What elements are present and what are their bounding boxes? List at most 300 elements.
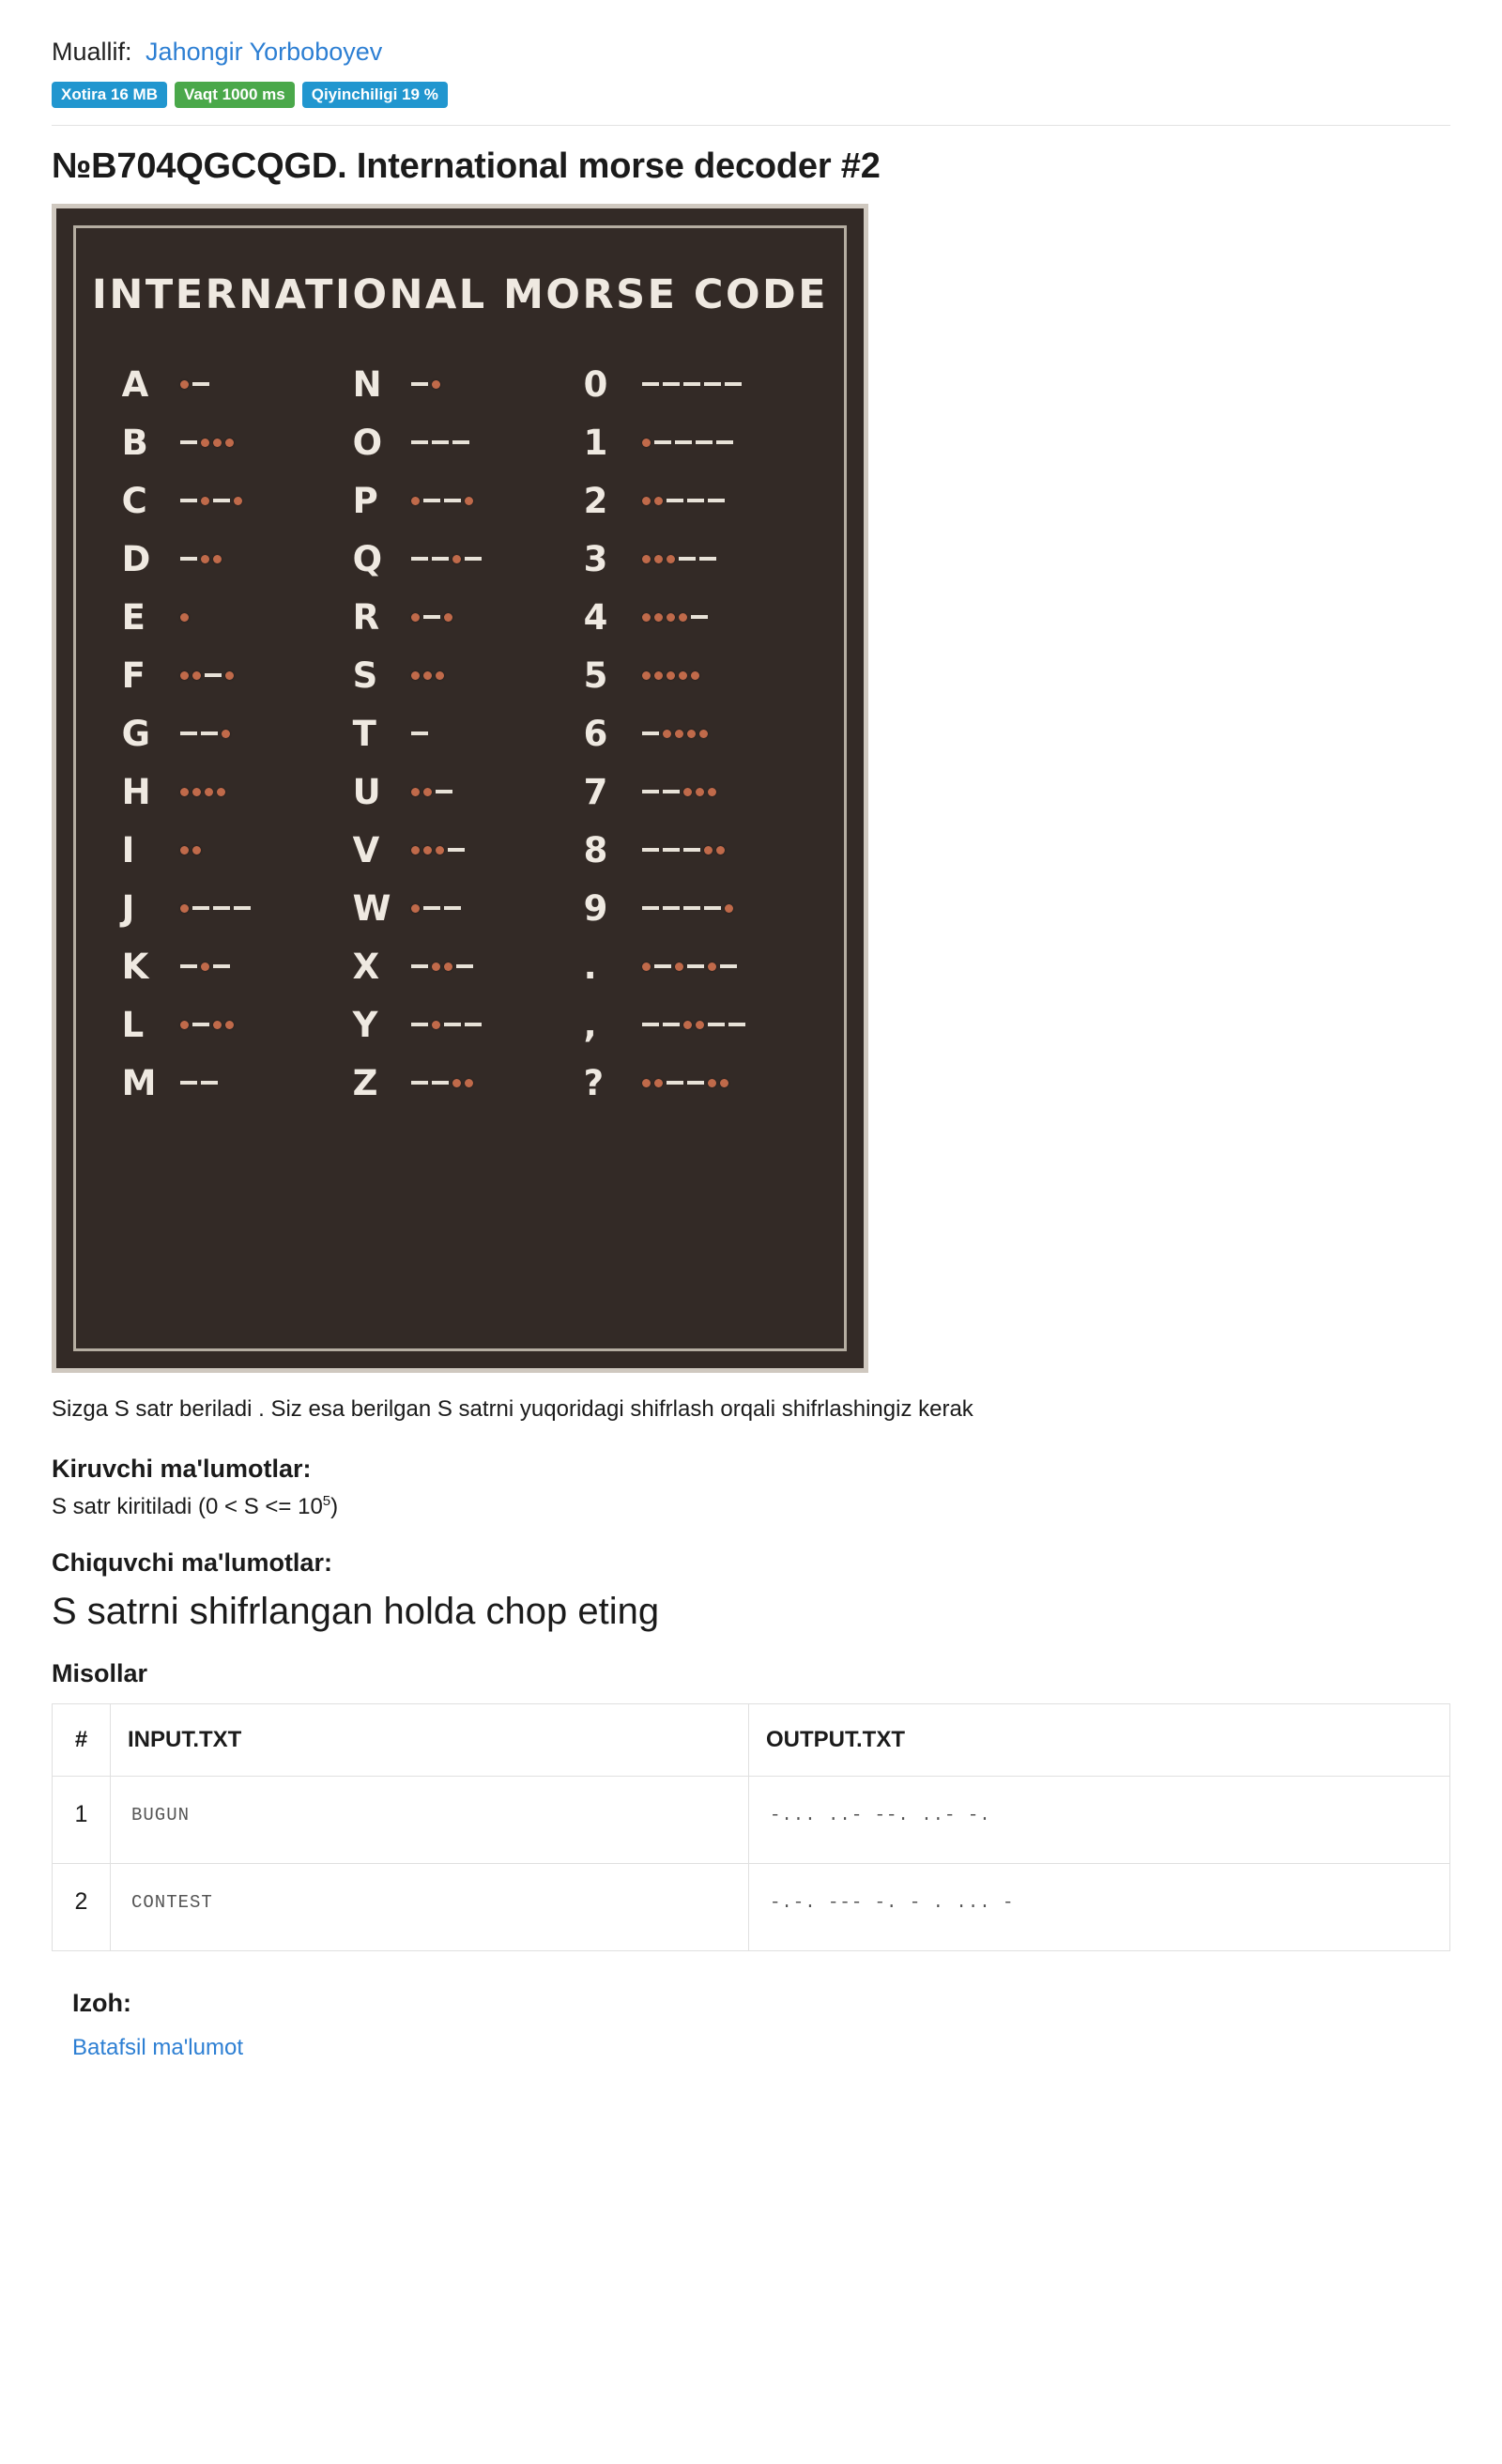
morse-dash	[452, 440, 469, 444]
morse-dash	[663, 848, 680, 852]
morse-row	[584, 879, 799, 937]
morse-symbol-group	[180, 530, 222, 588]
morse-dot	[667, 671, 675, 680]
morse-dot	[192, 671, 201, 680]
morse-row	[122, 821, 337, 879]
morse-dot	[452, 555, 461, 563]
morse-character: 8	[583, 829, 608, 870]
morse-character: 1	[583, 422, 608, 463]
morse-row	[584, 355, 799, 413]
morse-symbol-group	[180, 471, 242, 530]
morse-character: N	[352, 363, 382, 405]
morse-dot	[432, 380, 440, 389]
morse-dash	[180, 499, 197, 502]
morse-symbol-group	[642, 530, 716, 588]
morse-dash	[448, 848, 465, 852]
morse-dash	[432, 1081, 449, 1085]
morse-symbol-group	[411, 530, 482, 588]
morse-symbol-group	[642, 471, 725, 530]
morse-dash	[704, 906, 721, 910]
morse-symbol-group	[411, 879, 461, 937]
morse-row	[122, 704, 337, 762]
divider	[52, 125, 1450, 126]
morse-dot	[465, 497, 473, 505]
morse-dot	[201, 439, 209, 447]
morse-dot	[432, 962, 440, 971]
morse-row	[353, 1054, 568, 1112]
morse-character: L	[121, 1004, 145, 1045]
morse-dash	[663, 1023, 680, 1026]
morse-dot	[708, 1079, 716, 1087]
morse-dot	[708, 962, 716, 971]
input-specification	[52, 1493, 1450, 1520]
morse-row	[584, 646, 799, 704]
morse-symbol-group	[411, 995, 482, 1054]
morse-dot	[699, 730, 708, 738]
morse-dot	[225, 439, 234, 447]
morse-dash	[679, 557, 696, 561]
morse-dash	[696, 440, 713, 444]
morse-dot	[423, 846, 432, 855]
morse-symbol-group	[180, 821, 201, 879]
morse-row	[584, 1054, 799, 1112]
morse-dot	[192, 846, 201, 855]
morse-dash	[708, 499, 725, 502]
examples-table	[52, 1703, 1450, 1951]
morse-dash	[213, 964, 230, 968]
morse-dash	[423, 906, 440, 910]
morse-dot	[663, 730, 671, 738]
chart-column-1	[122, 355, 337, 1316]
morse-symbol-group	[411, 646, 444, 704]
morse-symbol-group	[180, 588, 189, 646]
morse-dot	[180, 788, 189, 796]
morse-dot	[213, 1021, 222, 1029]
morse-symbol-group	[642, 413, 733, 471]
morse-dash	[687, 964, 704, 968]
morse-dot	[642, 497, 651, 505]
morse-dot	[432, 1021, 440, 1029]
morse-symbol-group	[180, 413, 234, 471]
morse-character: 7	[583, 771, 608, 812]
morse-dot	[222, 730, 230, 738]
chart-columns	[114, 355, 806, 1316]
output-specification: S satrni shifrlangan holda chop eting	[52, 1590, 660, 1632]
morse-row	[122, 355, 337, 413]
morse-dash	[456, 964, 473, 968]
cell-input: BUGUN	[111, 1776, 749, 1863]
morse-dash	[683, 848, 700, 852]
morse-dash	[687, 499, 704, 502]
morse-dash	[691, 615, 708, 619]
morse-symbol-group	[642, 355, 742, 413]
morse-dash	[201, 732, 218, 735]
examples-heading: Misollar	[52, 1658, 148, 1687]
morse-dot	[679, 613, 687, 622]
morse-dash	[180, 1081, 197, 1085]
input-spec-before: S satr kiritiladi (0 < S <= 10	[52, 1493, 323, 1519]
morse-row	[122, 588, 337, 646]
morse-dash	[699, 557, 716, 561]
morse-dash	[642, 732, 659, 735]
morse-dot	[683, 1021, 692, 1029]
morse-row	[353, 588, 568, 646]
morse-symbol-group	[180, 879, 251, 937]
morse-row	[353, 646, 568, 704]
morse-dot	[465, 1079, 473, 1087]
morse-character: Y	[352, 1004, 378, 1045]
morse-symbol-group	[411, 821, 465, 879]
morse-dash	[192, 1023, 209, 1026]
chart-column-2	[353, 355, 568, 1316]
badge-memory: Xotira 16 MB	[52, 82, 167, 108]
morse-row	[353, 704, 568, 762]
morse-character: 3	[583, 538, 608, 579]
morse-dash	[213, 906, 230, 910]
morse-dot	[234, 497, 242, 505]
cell-output: -... ..- --. ..- -.	[749, 1776, 1450, 1863]
chart-column-3	[584, 355, 799, 1316]
morse-dash	[667, 499, 683, 502]
morse-code-chart-image	[52, 204, 868, 1373]
morse-dash	[654, 964, 671, 968]
morse-dot	[642, 613, 651, 622]
morse-dash	[411, 732, 428, 735]
morse-row	[584, 704, 799, 762]
morse-row	[122, 646, 337, 704]
morse-dot	[716, 846, 725, 855]
morse-dash	[411, 964, 428, 968]
morse-dash	[716, 440, 733, 444]
morse-dash	[444, 499, 461, 502]
morse-character: 2	[583, 480, 608, 521]
morse-character: .	[583, 946, 597, 987]
morse-row	[122, 937, 337, 995]
morse-dot	[213, 555, 222, 563]
morse-dot	[192, 788, 201, 796]
morse-character: 5	[583, 654, 608, 696]
morse-dash	[642, 790, 659, 793]
table-header-input: INPUT.TXT	[111, 1703, 749, 1776]
morse-dash	[192, 382, 209, 386]
morse-dash	[642, 382, 659, 386]
morse-dash	[192, 906, 209, 910]
morse-dot	[708, 788, 716, 796]
morse-dash	[708, 1023, 725, 1026]
output-section-heading: Chiquvchi ma'lumotlar:	[52, 1548, 332, 1577]
morse-symbol-group	[642, 879, 733, 937]
morse-symbol-group	[411, 588, 452, 646]
morse-symbol-group	[411, 937, 473, 995]
morse-dash	[423, 615, 440, 619]
cell-index: 1	[53, 1776, 111, 1863]
morse-dot	[217, 788, 225, 796]
table-header-output: OUTPUT.TXT	[749, 1703, 1450, 1776]
cell-index: 2	[53, 1863, 111, 1950]
table-header-row	[53, 1703, 1450, 1776]
input-spec-after: )	[330, 1493, 339, 1519]
morse-symbol-group	[642, 1054, 728, 1112]
table-row	[53, 1863, 1450, 1950]
morse-dot	[225, 1021, 234, 1029]
morse-row	[122, 413, 337, 471]
morse-character: X	[352, 946, 380, 987]
page-title: №B704QGCQGD. International morse decoder #2	[52, 146, 881, 186]
morse-dot	[201, 555, 209, 563]
morse-dash	[683, 382, 700, 386]
morse-dash	[642, 1023, 659, 1026]
morse-symbol-group	[180, 704, 230, 762]
morse-row	[122, 471, 337, 530]
morse-symbol-group	[411, 762, 452, 821]
morse-character: W	[352, 887, 391, 929]
badge-time: Vaqt 1000 ms	[175, 82, 295, 108]
morse-dot	[642, 555, 651, 563]
morse-dot	[411, 671, 420, 680]
morse-dot	[654, 613, 663, 622]
morse-dot	[180, 380, 189, 389]
morse-row	[353, 355, 568, 413]
morse-character: I	[121, 829, 135, 870]
morse-dot	[444, 613, 452, 622]
morse-row	[122, 1054, 337, 1112]
author-link[interactable]: Jahongir Yorboboyev	[146, 38, 383, 66]
morse-row	[353, 413, 568, 471]
morse-dot	[452, 1079, 461, 1087]
morse-symbol-group	[642, 762, 716, 821]
morse-dot	[679, 671, 687, 680]
morse-row	[353, 937, 568, 995]
morse-dot	[654, 555, 663, 563]
morse-dot	[411, 497, 420, 505]
morse-dash	[675, 440, 692, 444]
morse-dot	[667, 555, 675, 563]
morse-row	[584, 471, 799, 530]
morse-row	[584, 588, 799, 646]
morse-row	[353, 762, 568, 821]
morse-character: A	[121, 363, 149, 405]
morse-dash	[432, 440, 449, 444]
morse-dot	[411, 613, 420, 622]
morse-row	[353, 879, 568, 937]
morse-symbol-group	[411, 471, 473, 530]
morse-dot	[411, 846, 420, 855]
morse-dash	[444, 906, 461, 910]
morse-dash	[411, 557, 428, 561]
morse-row	[584, 762, 799, 821]
problem-statement: Sizga S satr beriladi . Siz esa berilgan S satrni yuqoridagi shifrlash orqali shifrlashingiz kerak	[52, 1396, 973, 1422]
morse-character: P	[352, 480, 378, 521]
author-line	[52, 38, 1450, 67]
morse-symbol-group	[411, 355, 440, 413]
morse-character: 6	[583, 713, 608, 754]
morse-dot	[675, 962, 683, 971]
morse-dot	[436, 846, 444, 855]
morse-character: 9	[583, 887, 608, 929]
morse-character: D	[121, 538, 151, 579]
morse-character: C	[121, 480, 147, 521]
cell-input: CONTEST	[111, 1863, 749, 1950]
morse-dash	[725, 382, 742, 386]
morse-row	[584, 937, 799, 995]
morse-dot	[213, 439, 222, 447]
morse-dot	[720, 1079, 728, 1087]
chart-inner-frame	[73, 225, 847, 1351]
morse-row	[584, 530, 799, 588]
morse-dot	[691, 671, 699, 680]
morse-symbol-group	[411, 1054, 473, 1112]
morse-symbol-group	[180, 937, 230, 995]
morse-character: K	[121, 946, 149, 987]
morse-dash	[683, 906, 700, 910]
morse-character: 4	[583, 596, 608, 638]
morse-dot	[654, 497, 663, 505]
morse-dot	[225, 671, 234, 680]
morse-dash	[411, 382, 428, 386]
morse-dash	[180, 964, 197, 968]
morse-dot	[683, 788, 692, 796]
morse-character: F	[121, 654, 146, 696]
morse-row	[353, 471, 568, 530]
morse-symbol-group	[642, 704, 708, 762]
morse-character: Q	[352, 538, 383, 579]
morse-dash	[201, 1081, 218, 1085]
morse-character: E	[121, 596, 146, 638]
morse-dot	[180, 671, 189, 680]
morse-row	[584, 413, 799, 471]
morse-row	[122, 879, 337, 937]
morse-dash	[436, 790, 452, 793]
morse-dot	[654, 1079, 663, 1087]
morse-dot	[201, 497, 209, 505]
morse-dash	[180, 440, 197, 444]
morse-dot	[180, 613, 189, 622]
morse-dash	[654, 440, 671, 444]
morse-character: R	[352, 596, 380, 638]
morse-dot	[687, 730, 696, 738]
morse-dash	[411, 1081, 428, 1085]
morse-dot	[642, 962, 651, 971]
morse-dash	[720, 964, 737, 968]
morse-dot	[704, 846, 713, 855]
chart-heading: INTERNATIONAL MORSE CODE	[91, 271, 829, 318]
morse-symbol-group	[411, 413, 469, 471]
morse-dot	[423, 671, 432, 680]
morse-character: T	[352, 713, 376, 754]
morse-dot	[423, 788, 432, 796]
morse-dash	[180, 732, 197, 735]
morse-symbol-group	[642, 821, 725, 879]
morse-dot	[436, 671, 444, 680]
morse-row	[122, 530, 337, 588]
morse-dash	[663, 382, 680, 386]
morse-character: S	[352, 654, 378, 696]
morse-dot	[444, 962, 452, 971]
morse-row	[584, 821, 799, 879]
morse-dash	[642, 848, 659, 852]
morse-character: B	[121, 422, 148, 463]
morse-dash	[411, 440, 428, 444]
morse-dot	[642, 1079, 651, 1087]
morse-symbol-group	[180, 646, 234, 704]
author-label: Muallif:	[52, 38, 132, 66]
morse-symbol-group	[180, 1054, 218, 1112]
morse-character: H	[121, 771, 151, 812]
morse-dash	[687, 1081, 704, 1085]
izoh-link[interactable]: Batafsil ma'lumot	[72, 2034, 243, 2060]
morse-dash	[667, 1081, 683, 1085]
morse-dash	[423, 499, 440, 502]
morse-row	[122, 762, 337, 821]
cell-output: -.-. --- -. - . ... -	[749, 1863, 1450, 1950]
morse-dot	[725, 904, 733, 913]
morse-character: U	[352, 771, 381, 812]
morse-dash	[205, 673, 222, 677]
morse-symbol-group	[180, 762, 225, 821]
badge-row	[52, 82, 1450, 108]
morse-character: Z	[352, 1062, 378, 1103]
morse-dash	[444, 1023, 461, 1026]
morse-row	[122, 995, 337, 1054]
morse-character: V	[352, 829, 380, 870]
morse-character: ,	[583, 1004, 597, 1045]
morse-dash	[465, 557, 482, 561]
morse-symbol-group	[180, 995, 234, 1054]
morse-dot	[667, 613, 675, 622]
morse-dash	[663, 906, 680, 910]
morse-character: G	[121, 713, 150, 754]
morse-character: J	[121, 887, 135, 929]
morse-character: 0	[583, 363, 608, 405]
badge-difficulty: Qiyinchiligi 19 %	[302, 82, 448, 108]
morse-dash	[411, 1023, 428, 1026]
morse-symbol-group	[642, 588, 708, 646]
morse-character: M	[121, 1062, 157, 1103]
table-header-num: #	[53, 1703, 111, 1776]
morse-dot	[205, 788, 213, 796]
morse-symbol-group	[642, 995, 745, 1054]
morse-dot	[696, 788, 704, 796]
morse-symbol-group	[642, 937, 737, 995]
morse-dot	[642, 671, 651, 680]
morse-dot	[696, 1021, 704, 1029]
morse-dot	[201, 962, 209, 971]
morse-character: ?	[583, 1062, 605, 1103]
morse-row	[353, 995, 568, 1054]
morse-row	[353, 821, 568, 879]
morse-dash	[642, 906, 659, 910]
morse-dot	[180, 1021, 189, 1029]
morse-dot	[675, 730, 683, 738]
morse-dash	[465, 1023, 482, 1026]
morse-character: O	[352, 422, 383, 463]
morse-row	[584, 995, 799, 1054]
morse-dot	[654, 671, 663, 680]
morse-dash	[663, 790, 680, 793]
morse-dot	[180, 846, 189, 855]
morse-row	[353, 530, 568, 588]
table-row	[53, 1776, 1450, 1863]
morse-symbol-group	[642, 646, 699, 704]
izoh-heading: Izoh:	[72, 1988, 131, 2017]
morse-dash	[728, 1023, 745, 1026]
morse-dot	[411, 788, 420, 796]
morse-dot	[180, 904, 189, 913]
morse-dash	[432, 557, 449, 561]
morse-dash	[704, 382, 721, 386]
input-section-heading: Kiruvchi ma'lumotlar:	[52, 1454, 312, 1483]
morse-dot	[411, 904, 420, 913]
